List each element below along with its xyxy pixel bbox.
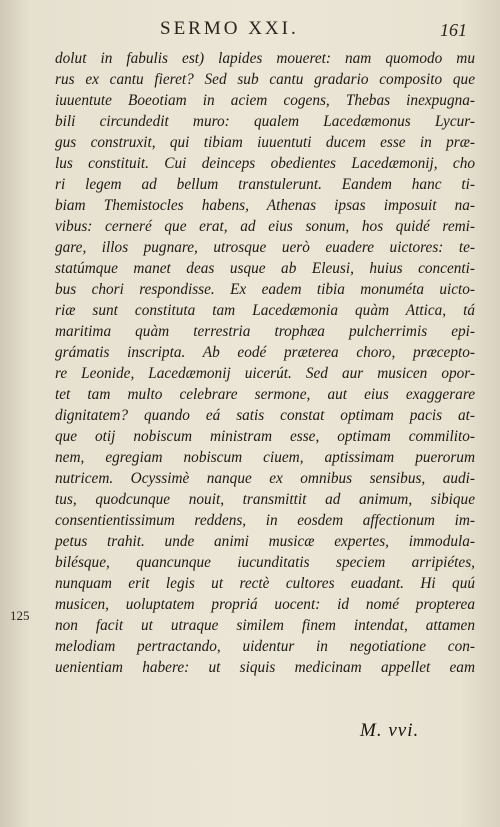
text-line: vibus: cerneré que erat, ad eius sonum, hos quidé remi- bbox=[55, 218, 475, 235]
running-head: SERMO XXI. bbox=[160, 18, 299, 39]
text-line: musicen, uoluptatem propriá uocent: id nomé propterea bbox=[55, 596, 475, 613]
text-line: gus construxit, qui tibiam iuuentuti ducem esse in præ- bbox=[55, 134, 475, 151]
text-line: ri legem ad bellum transtulerunt. Eandem hanc ti- bbox=[55, 176, 475, 193]
text-line: iuuentute Boeotiam in aciem cogens, Thebas inexpugna- bbox=[55, 92, 475, 109]
text-line: nunquam erit legis ut rectè cultores euadant. Hi quú bbox=[55, 575, 475, 592]
page-header bbox=[0, 18, 500, 48]
text-line: gare, illos pugnare, utrosque uerò euadere uictores: te- bbox=[55, 239, 475, 256]
text-line: melodiam pertractando, uidentur in negotiatione con- bbox=[55, 638, 475, 655]
text-block bbox=[55, 48, 475, 678]
text-line: bili circundedit muro: qualem Lacedæmonus Lycur- bbox=[55, 113, 475, 130]
text-line: statúmque manet deas usque ab Eleusi, huius concenti- bbox=[55, 260, 475, 277]
text-line: rus ex cantu fieret? Sed sub cantu gradario composito que bbox=[55, 71, 475, 88]
text-line: dolut in fabulis est) lapides moueret: nam quomodo mu bbox=[55, 50, 475, 67]
text-line: dignitatem? quando eá satis constat optimam pacis at- bbox=[55, 407, 475, 424]
text-line: consentientissimum reddens, in eosdem affectionum im- bbox=[55, 512, 475, 529]
text-line: re Leonide, Lacedæmonij uicerút. Sed aur musicen opor- bbox=[55, 365, 475, 382]
text-line: uenientiam habere: ut siquis medicinam appellet eam bbox=[55, 659, 475, 676]
text-line: petus trahit. unde animi musicæ expertes, immodula- bbox=[55, 533, 475, 550]
text-line: tet tam multo celebrare sermone, aut eius exaggerare bbox=[55, 386, 475, 403]
text-line: grámatis inscripta. Ab eodé præterea choro, præcepto- bbox=[55, 344, 475, 361]
text-line: riæ sunt constituta tam Lacedæmonia quàm Attica, tá bbox=[55, 302, 475, 319]
text-line: non facit ut utraque similem finem intendat, attamen bbox=[55, 617, 475, 634]
text-line: lus constituit. Cui deinceps obedientes Lacedæmonij, cho bbox=[55, 155, 475, 172]
text-line: biam Themistocles habens, Athenas ipsas imposuit na- bbox=[55, 197, 475, 214]
text-line: bilésque, quancunque iucunditatis speciem arripiétes, bbox=[55, 554, 475, 571]
text-line: nem, egregiam nobiscum ciuem, aptissimam puerorum bbox=[55, 449, 475, 466]
text-line: maritima quàm terrestria trophæa pulcherrimis epi- bbox=[55, 323, 475, 340]
page-number: 161 bbox=[440, 20, 467, 40]
text-line: que otij nobiscum ministram esse, optimam commilito- bbox=[55, 428, 475, 445]
marginal-line-number: 125 bbox=[10, 608, 30, 623]
text-line: bus chori respondisse. Ex eadem tibia monuméta uicto- bbox=[55, 281, 475, 298]
text-line: tus, quodcunque nouit, transmittit ad animum, sibique bbox=[55, 491, 475, 508]
text-line: nutricem. Ocyssimè nanque ex omnibus sensibus, audi- bbox=[55, 470, 475, 487]
signature-mark: M. vvi. bbox=[360, 720, 420, 741]
